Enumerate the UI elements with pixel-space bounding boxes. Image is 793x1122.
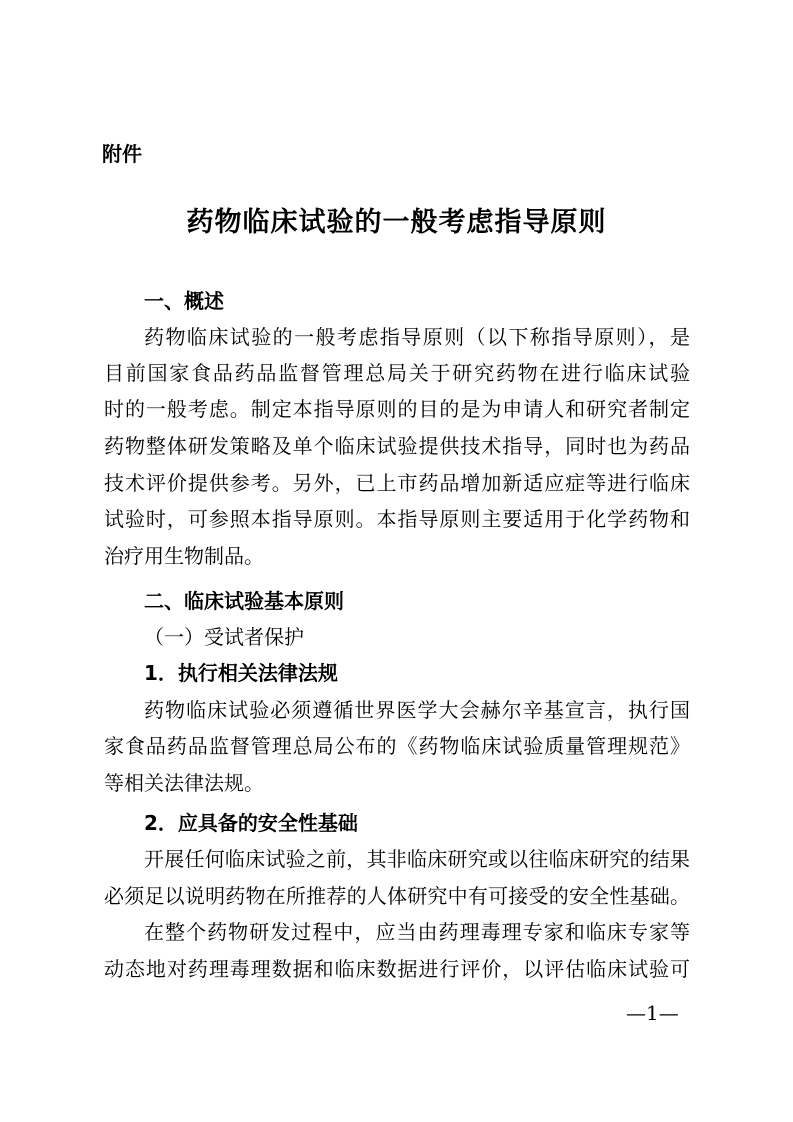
paragraph-line: 必须足以说明药物在所推荐的人体研究中有可接受的安全性基础。 bbox=[104, 884, 690, 908]
paragraph-line: 时的一般考虑。制定本指导原则的目的是为申请人和研究者制定 bbox=[104, 397, 690, 421]
subsection-heading-subject-protection: （一）受试者保护 bbox=[144, 625, 304, 649]
section-heading-overview: 一、概述 bbox=[144, 289, 224, 313]
paragraph-line: 药物临床试验的一般考虑指导原则（以下称指导原则），是 bbox=[144, 325, 690, 349]
page-number: —1— bbox=[626, 1001, 679, 1025]
paragraph-line: 试验时，可参照本指导原则。本指导原则主要适用于化学药物和 bbox=[104, 507, 690, 531]
paragraph-line: 药物临床试验必须遵循世界医学大会赫尔辛基宣言，执行国 bbox=[144, 698, 690, 722]
attachment-label: 附件 bbox=[102, 142, 142, 166]
paragraph-line: 治疗用生物制品。 bbox=[104, 544, 264, 568]
paragraph-line: 技术评价提供参考。另外，已上市药品增加新适应症等进行临床 bbox=[104, 471, 690, 495]
paragraph-line: 药物整体研发策略及单个临床试验提供技术指导，同时也为药品 bbox=[104, 434, 690, 458]
paragraph-line: 目前国家食品药品监督管理总局关于研究药物在进行临床试验 bbox=[104, 361, 690, 385]
document-title: 药物临床试验的一般考虑指导原则 bbox=[186, 207, 607, 238]
paragraph-line: 等相关法律法规。 bbox=[104, 771, 264, 795]
section-heading-principles: 二、临床试验基本原则 bbox=[144, 589, 344, 613]
item-heading-safety-basis: 2．应具备的安全性基础 bbox=[144, 811, 358, 835]
paragraph-line: 家食品药品监督管理总局公布的《药物临床试验质量管理规范》 bbox=[104, 734, 690, 758]
paragraph-line: 在整个药物研发过程中，应当由药理毒理专家和临床专家等 bbox=[144, 920, 690, 944]
item-heading-laws: 1．执行相关法律法规 bbox=[144, 661, 338, 685]
paragraph-line: 开展任何临床试验之前，其非临床研究或以往临床研究的结果 bbox=[144, 847, 690, 871]
paragraph-line: 动态地对药理毒理数据和临床数据进行评价，以评估临床试验可 bbox=[104, 957, 690, 981]
